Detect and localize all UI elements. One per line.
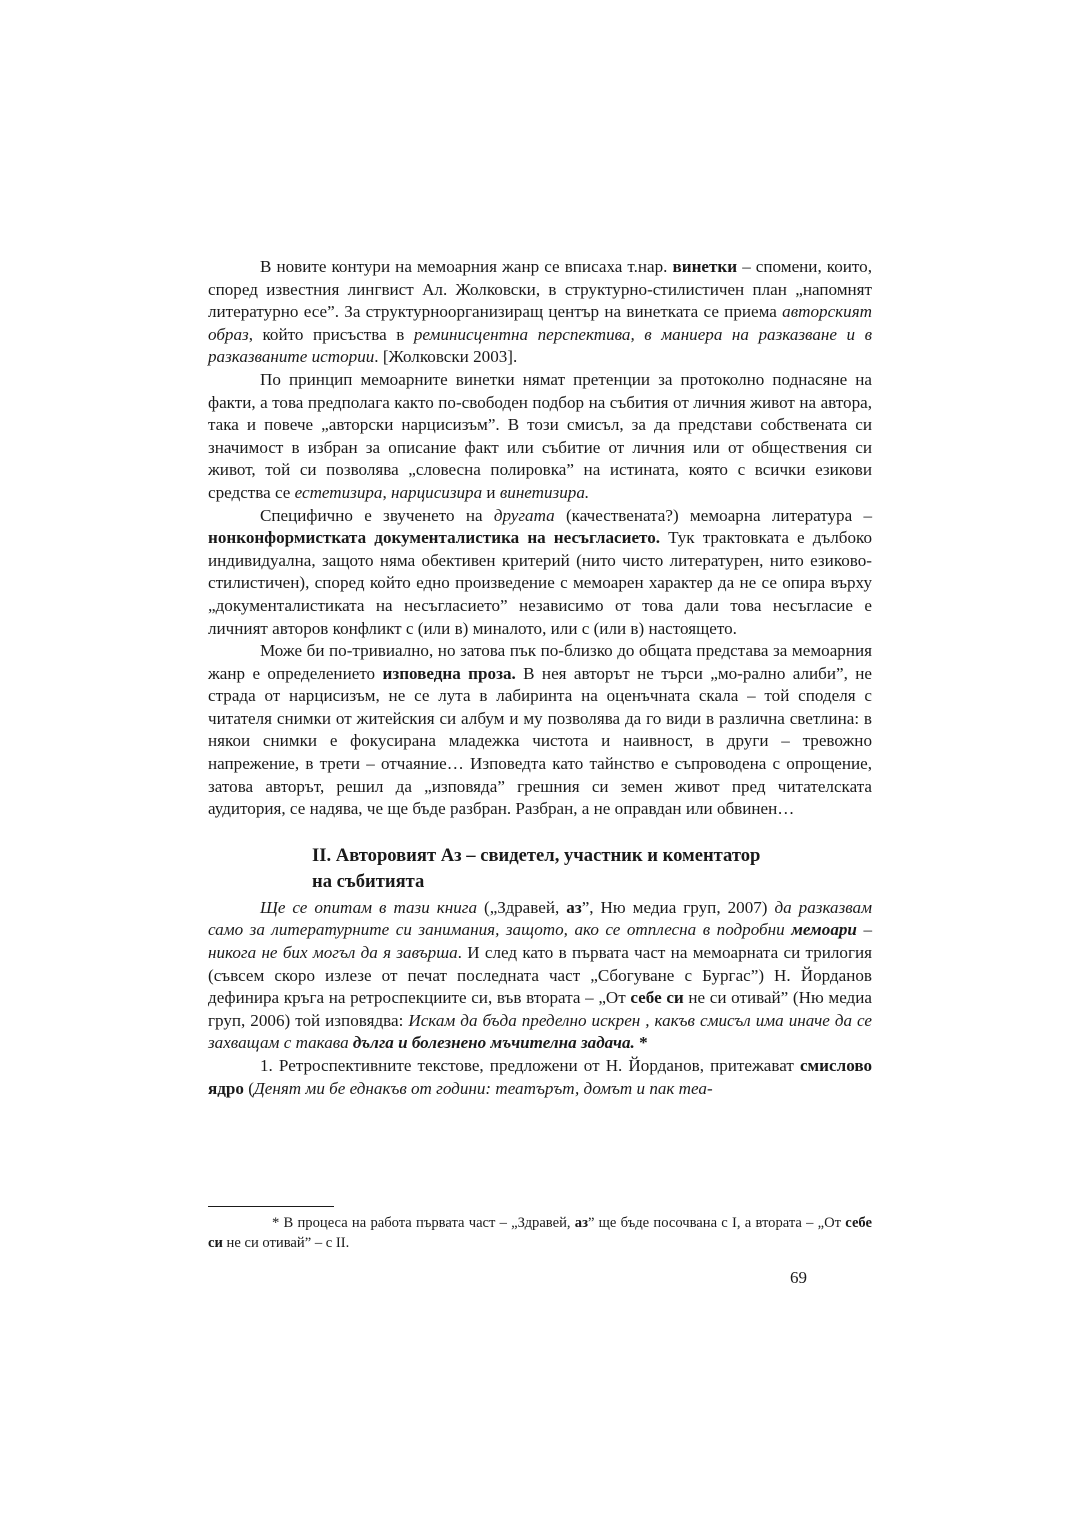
body-text bbox=[208, 256, 872, 1100]
section-heading bbox=[312, 843, 872, 895]
text-run: * bbox=[634, 1033, 648, 1053]
text-run: дълга и болезнено мъчителна задача. bbox=[352, 1033, 635, 1053]
text-run: аз bbox=[566, 897, 582, 917]
footnote-text: * В процеса на работа първата част – „Здравей, аз” ще бъде посочвана с I, а втората – „От себе си не си отивай” – с II. bbox=[208, 1215, 873, 1251]
paragraph: В новите контури на мемоарния жанр се вписаха т.нар. винетки – спомени, които, според известния лингвист Ал. Жолковски, в структурно-стилистичен план „напомнят литературно есе”. За структурноорганизиращ център на винетката се приема авторският образ, който присъства в реминисцентна перспектива, в маниера на разказване и в разказваните истории. [Жолковски 2003]. bbox=[208, 257, 872, 367]
footnote-rule bbox=[208, 1206, 334, 1207]
text-run: винетизира. bbox=[499, 482, 590, 502]
text-run: винетки bbox=[672, 257, 738, 276]
text-run: аз bbox=[574, 1215, 588, 1231]
text-run: Ще се опитам в тази книга bbox=[260, 897, 478, 917]
text-run: нарцисизира bbox=[391, 482, 483, 502]
text-run: Денят ми бе еднакъв от години: театърът, домът и пак теа- bbox=[253, 1078, 713, 1098]
paragraph: Може би по-тривиално, но затова пък по-близко до общата представа за мемоарния жанр е определението изповедна проза. В нея авторът не търси „мо-рално алиби”, не страда от нарцисизъм, не се лута в лабиринта на оценъчната скала – той споделя с читателя снимки от житейския си албум и му позволява да го види в различна светлина: в някои снимки е фокусирана младежка чистота и наивност, в други – тревожно напрежение, в трети – отчаяние… Изповедта като тайнство е съпроводена с опрощение, затова авторът, решил да „изповяда” грешния си земен живот пред читателската аудитория, се надява, че ще бъде разбран. Разбран, а не оправдан или обвинен… bbox=[208, 641, 872, 819]
text-run: да разказвам само за литературните си занимания, защото, ако се отплесна в подробни bbox=[208, 897, 872, 940]
text-run: себе си bbox=[208, 1215, 873, 1251]
paragraph: 1. Ретроспективните текстове, предложени от Н. Йорданов, притежават смислово ядро (Денят ми бе еднакъв от години: театърът, домът и пак теа- bbox=[208, 1056, 872, 1098]
page-number: 69 bbox=[790, 1268, 807, 1287]
paragraph: Ще се опитам в тази книга („Здравей, аз”, Ню медиа груп, 2007) да разказвам само за литературните си занимания, защото, ако се отплесна в подробни мемоари – никога не бих могъл да я завърша. И след като в първата част на мемоарната си трилогия (съвсем скоро излезе от печат последната част „Сбогуване с Бургас”) Н. Йорданов дефинира кръга на ретроспекциите си, във втората – „От себе си не си отивай” (Ню медиа груп, 2006) той изповядва: Искам да бъда пределно искрен , какъв смисъл има иначе да се захващам с такава дълга и болезнено мъчителна задача. * bbox=[208, 897, 873, 1053]
paragraphs-after bbox=[208, 897, 872, 1100]
text-run: другата bbox=[493, 505, 555, 525]
text-run: Искам да бъда пределно искрен , какъв смисъл има иначе да се захващам с такава bbox=[208, 1010, 872, 1053]
text-run: авторският образ bbox=[208, 302, 872, 344]
paragraph: По принцип мемоарните винетки нямат претенции за протоколно поднасяне на факти, а това предполага както по-свободен подбор на събития от личния живот на автора, така и повече „авторски нарцисизъм”. В този смисъл, за да представи собствената си значимост в избран за описание факт или събитие от личния или от обществения си живот, той си позволява „словесна полировка” на истината, която с всички езикови средства се естетизира, нарцисизира и винетизира. bbox=[208, 369, 872, 502]
paragraph: Специфично е звученето на другата (качествената?) мемоарна литература – нонконформистката документалистика на несъгласието. Тук трактовката е дълбоко индивидуална, защото няма обективен критерий (нито чисто литературен, нито езиково-стилистичен), според който едно произведение с мемоарен характер да не се опира върху „документалистиката на несъгласието” независимо от това дали това несъгласие е личният авторов конфликт с (или в) миналото, или с (или в) настоящето. bbox=[208, 505, 872, 638]
text-run: нонконформистката документалистика на несъгласието. bbox=[208, 528, 661, 548]
text-run: мемоари bbox=[791, 920, 857, 940]
text-run: реминисцентна перспектива, в маниера на разказване и в разказваните истории bbox=[208, 324, 872, 367]
text-run: смислово ядро bbox=[208, 1056, 872, 1098]
paragraphs-before bbox=[208, 256, 872, 821]
text-run: изповедна проза. bbox=[382, 663, 516, 683]
text-run: – никога не бих могъл да я завърша bbox=[208, 920, 872, 963]
text-run: естетизира bbox=[294, 482, 383, 502]
text-run: себе си bbox=[630, 988, 684, 1008]
section-heading-line-1: II. Авторовият Аз – свидетел, участник и коментатор bbox=[312, 844, 761, 866]
footnote bbox=[208, 1214, 872, 1253]
section-heading-line-2: на събитията bbox=[312, 870, 425, 892]
